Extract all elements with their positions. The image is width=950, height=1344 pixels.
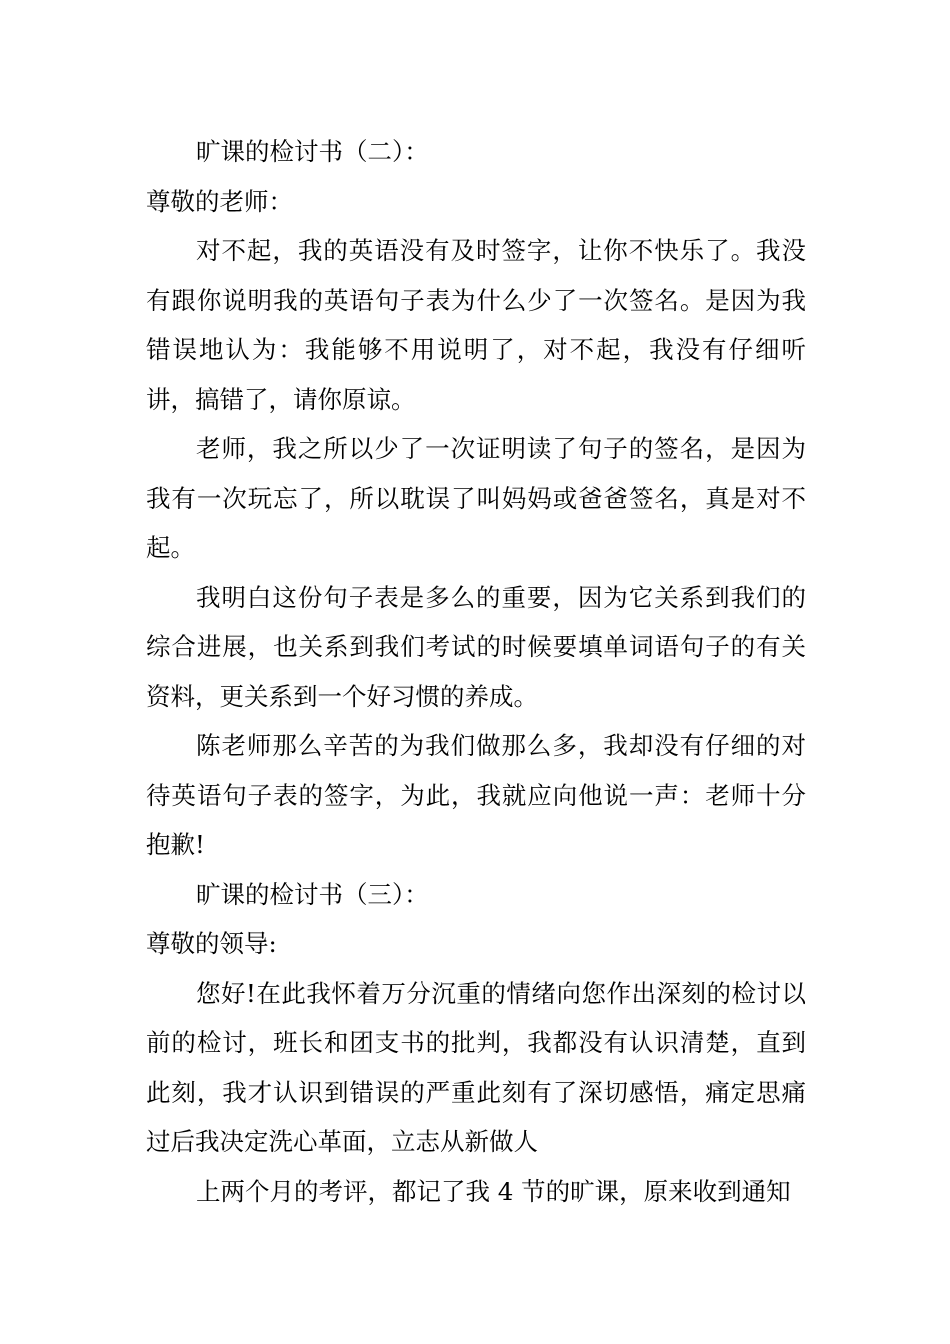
paragraph: 老师，我之所以少了一次证明读了句子的签名，是因为我有一次玩忘了，所以耽误了叫妈妈或爸爸签名，真是对不起。 [146,434,806,562]
paragraph: 上两个月的考评，都记了我 4 节的旷课，原来收到通知 [196,1176,791,1206]
paragraph: 您好!在此我怀着万分沉重的情绪向您作出深刻的检讨以前的检讨，班长和团支书的批判，我都没有认识清楚，直到此刻，我才认识到错误的严重此刻有了深切感悟，痛定思痛过后我决定洗心革面，立志从新做人 [146,978,806,1156]
paragraph: 陈老师那么辛苦的为我们做那么多，我却没有仔细的对待英语句子表的签字，为此，我就应向他说一声：老师十分抱歉! [146,731,806,859]
document-body [146,127,806,1216]
section-heading-2: 旷课的检讨书（二）： [196,137,429,166]
salutation-leader: 尊敬的领导: [146,929,277,958]
paragraph: 我明白这份句子表是多么的重要，因为它关系到我们的综合进展，也关系到我们考试的时候要填单词语句子的有关资料，更关系到一个好习惯的养成。 [146,582,806,711]
paragraph: 对不起，我的英语没有及时签字，让你不快乐了。我没有跟你说明我的英语句子表为什么少了一次签名。是因为我错误地认为：我能够不用说明了，对不起，我没有仔细听讲，搞错了，请你原谅。 [146,236,806,414]
section-heading-3: 旷课的检讨书（三）： [196,879,429,909]
salutation-teacher: 尊敬的老师： [146,186,293,216]
